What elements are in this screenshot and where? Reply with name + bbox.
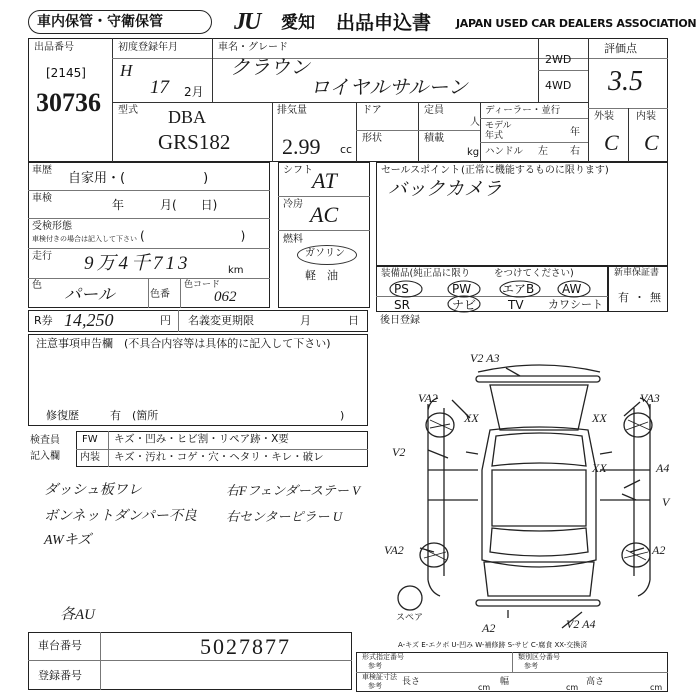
exterior-label: 外装: [594, 111, 614, 122]
note-left-2: ボンネットダンパー不良: [44, 509, 197, 524]
score-label: 評価点: [604, 42, 637, 55]
note-left-1: ダッシュ板ワレ: [44, 483, 142, 498]
score-value: 3.5: [608, 66, 643, 97]
note-left-3: AWキズ: [44, 533, 92, 548]
fuel-diesel: 軽 油: [305, 269, 338, 282]
selling-points-label: セールスポイント: [381, 165, 461, 176]
bottom-note: 各AU: [60, 607, 95, 623]
model-year-label: モデル 年式: [485, 121, 512, 141]
mark-xx-1: XX: [464, 411, 479, 425]
diagram-roof: [492, 470, 586, 526]
recognition-day: 日: [348, 314, 359, 327]
registration-month: 2月: [184, 85, 204, 99]
diagram-trunk: [484, 562, 594, 596]
mark-xx-2: XX: [592, 411, 607, 425]
inspector-int-text: キズ・汚れ・コゲ・穴・ヘタリ・キレ・破レ: [114, 451, 324, 463]
color-number-label: 色番: [150, 289, 170, 300]
equipment-sub: をつけてください): [494, 268, 574, 279]
mark-front: V2 A3: [470, 351, 500, 365]
post-reg-label: 後日登録: [380, 315, 420, 326]
model-line1: DBA: [168, 107, 207, 127]
inspector-label-2: 記入欄: [30, 451, 60, 462]
mark-right-rear: V: [662, 495, 670, 509]
diagram-wheel-rr: [622, 543, 650, 567]
inspector-int-label: 内装: [80, 452, 100, 463]
registration-label: 初度登録年月: [118, 42, 178, 53]
note-right-2: 右センターピラー U: [226, 509, 343, 524]
handle-left: 左: [538, 146, 548, 157]
inspection-label: 車検: [32, 193, 52, 204]
equip-aw: AW: [562, 282, 582, 296]
warranty-yes: 有: [618, 291, 629, 304]
diagram-hood: [490, 385, 588, 430]
equip-airbag: エアB: [502, 282, 535, 296]
mark-rear-bottom: A2: [482, 621, 496, 635]
prefecture-name: 愛知: [281, 13, 315, 33]
dims-width-unit: cm: [566, 683, 579, 692]
repair-value: 有 (箇所: [110, 409, 159, 422]
lot-number: 30736: [36, 88, 101, 117]
capacity-unit: 人: [470, 117, 480, 128]
diagram-wheel-fr: [624, 413, 652, 437]
type-designation-sub: 参考: [368, 662, 382, 670]
mark-xx-3: XX: [592, 461, 607, 475]
doors-label: ドア: [362, 105, 382, 116]
inspector-fw-text: キズ・凹み・ヒビ割・リペア跡・X要: [114, 433, 289, 445]
lot-number-label: 出品番号: [34, 42, 74, 53]
mark-right-door: A4: [656, 461, 670, 475]
registration-year: 17: [150, 77, 169, 98]
registration-era: H: [120, 61, 133, 80]
chassis-value: 5027877: [200, 634, 291, 659]
note-right-1: 右Fフェンダーステー V: [226, 483, 361, 498]
accept-sub: 車検付きの場合は記入して下さい: [32, 235, 137, 243]
diagram-front-bar: [476, 376, 600, 382]
recognition-label: 名義変更期限: [188, 314, 254, 327]
exterior-value: C: [604, 130, 619, 155]
aircon-value: AC: [310, 202, 339, 227]
model-line2: GRS182: [158, 130, 231, 154]
dims-label: 車検証寸法: [362, 673, 397, 681]
diagram-rear-bar: [476, 600, 600, 606]
displacement-label: 排気量: [277, 105, 307, 116]
form-title: 出品申込書: [336, 12, 432, 34]
interior-label: 内装: [636, 111, 656, 122]
shift-label: シフト: [283, 165, 313, 176]
class-number-label: 類別区分番号: [518, 653, 560, 661]
equip-ps: PS: [394, 282, 409, 296]
storage-stamp: [28, 10, 212, 34]
color-code: 062: [214, 289, 237, 305]
color-label: 色: [32, 280, 42, 291]
mark-left-door: V2: [392, 445, 406, 459]
mileage-unit: km: [228, 265, 244, 276]
equipment-label: 装備品(純正品に限り: [381, 268, 471, 279]
association-name: JAPAN USED CAR DEALERS ASSOCIATION: [456, 17, 697, 30]
selling-points-value: バックカメラ: [388, 179, 503, 200]
diagram-wheel-rl: [420, 543, 448, 567]
lot-sub-number: [2145]: [46, 66, 86, 80]
diagram-wheel-fl: [426, 413, 454, 437]
car-name: クラウン: [230, 57, 310, 79]
model-year-unit: 年: [570, 127, 580, 138]
handle-right: 右: [570, 146, 580, 157]
ju-logo-text: JU: [234, 9, 260, 35]
warranty-no: 無: [650, 291, 661, 304]
reg-number-label: 登録番号: [38, 669, 82, 682]
accept-value: ( ): [140, 229, 246, 243]
aircon-label: 冷房: [283, 199, 303, 210]
diagram-right-side: [638, 398, 650, 596]
car-name-label: 車名・グレード: [218, 42, 288, 53]
equip-tv: TV: [508, 298, 524, 312]
notes-label: 注意事項申告欄: [36, 337, 113, 350]
equip-sr: SR: [394, 298, 410, 312]
repair-close: ): [340, 409, 345, 422]
capacity-label: 定員: [424, 105, 444, 116]
dims-height: 高さ: [586, 677, 605, 687]
recycle-unit: 円: [160, 314, 171, 327]
mark-rear-right: A2: [652, 543, 666, 557]
drive-2wd: 2WD: [545, 53, 572, 66]
type-designation-label: 形式指定番号: [362, 653, 404, 661]
load-unit: kg: [467, 147, 480, 158]
mark-front-right: VA3: [640, 391, 660, 405]
diagram-front-bumper: [478, 365, 600, 372]
diagram-left-side: [428, 398, 440, 596]
equip-leather: カワシート: [548, 298, 603, 311]
diagram-windshield: [492, 433, 586, 466]
selling-points-sub: (正常に機能するものに限ります): [461, 165, 609, 176]
fuel-label: 燃料: [283, 234, 303, 245]
mark-rear-bumper: V2 A4: [566, 617, 596, 631]
equip-pw: PW: [452, 282, 472, 296]
color-value: パール: [64, 285, 115, 304]
shape-label: 形状: [362, 133, 382, 144]
interior-value: C: [644, 130, 659, 155]
recognition-month: 月: [300, 314, 311, 327]
dims-sub: 参考: [368, 682, 382, 690]
displacement-unit: cc: [340, 143, 353, 156]
displacement-value: 2.99: [282, 134, 321, 159]
handle-label: ハンドル: [485, 146, 524, 157]
mileage-value: 9万4千713: [84, 253, 191, 274]
diagram-rear-window: [490, 528, 588, 556]
storage-stamp-text: 車内保管・守衛保管: [37, 14, 163, 30]
model-label: 型式: [118, 105, 138, 116]
class-number-sub: 参考: [524, 662, 538, 670]
diagram-body: [482, 427, 596, 567]
load-label: 積載: [424, 133, 444, 144]
dims-length: 長さ: [402, 677, 421, 687]
warranty-sep: ・: [634, 291, 645, 304]
inspector-label-1: 検査員: [30, 435, 60, 446]
drive-4wd: 4WD: [545, 79, 572, 92]
recycle-label: R券: [34, 314, 53, 327]
warranty-label: 新車保証書: [614, 268, 660, 278]
recycle-value: 14,250: [64, 310, 114, 330]
diagram-spare: [398, 586, 422, 610]
spare-label: スペア: [396, 613, 424, 623]
mark-front-left: VA2: [418, 391, 438, 405]
car-grade: ロイヤルサルーン: [310, 77, 468, 99]
ju-logo: [232, 8, 278, 36]
color-code-label: 色コード: [184, 280, 221, 290]
mileage-label: 走行: [32, 251, 52, 262]
dims-width: 幅: [500, 677, 510, 687]
repair-label: 修復歴: [46, 409, 79, 422]
dims-length-unit: cm: [478, 683, 491, 692]
accept-label: 受検形態: [32, 221, 72, 232]
notes-sub: (不具合内容等は具体的に記入して下さい): [124, 337, 331, 350]
shift-value: AT: [312, 168, 337, 193]
selling-points-frame: [376, 162, 668, 266]
dealer-label: ディーラー・並行: [485, 105, 561, 116]
mark-rear-left: VA2: [384, 543, 404, 557]
history-label: 車歴: [32, 165, 52, 176]
chassis-label: 車台番号: [38, 639, 82, 652]
inspector-fw-label: FW: [82, 434, 98, 445]
equip-navi: ナビ: [452, 298, 477, 312]
inspection-text: 年 月( 日): [112, 198, 218, 212]
fuel-gasoline: ガソリン: [305, 248, 345, 259]
history-value: 自家用・( ): [68, 171, 209, 186]
dims-height-unit: cm: [650, 683, 663, 692]
damage-legend: A-キズ E-エクボ U-凹み W-補修跡 S-サビ C-腐食 XX-交換済: [398, 641, 588, 649]
